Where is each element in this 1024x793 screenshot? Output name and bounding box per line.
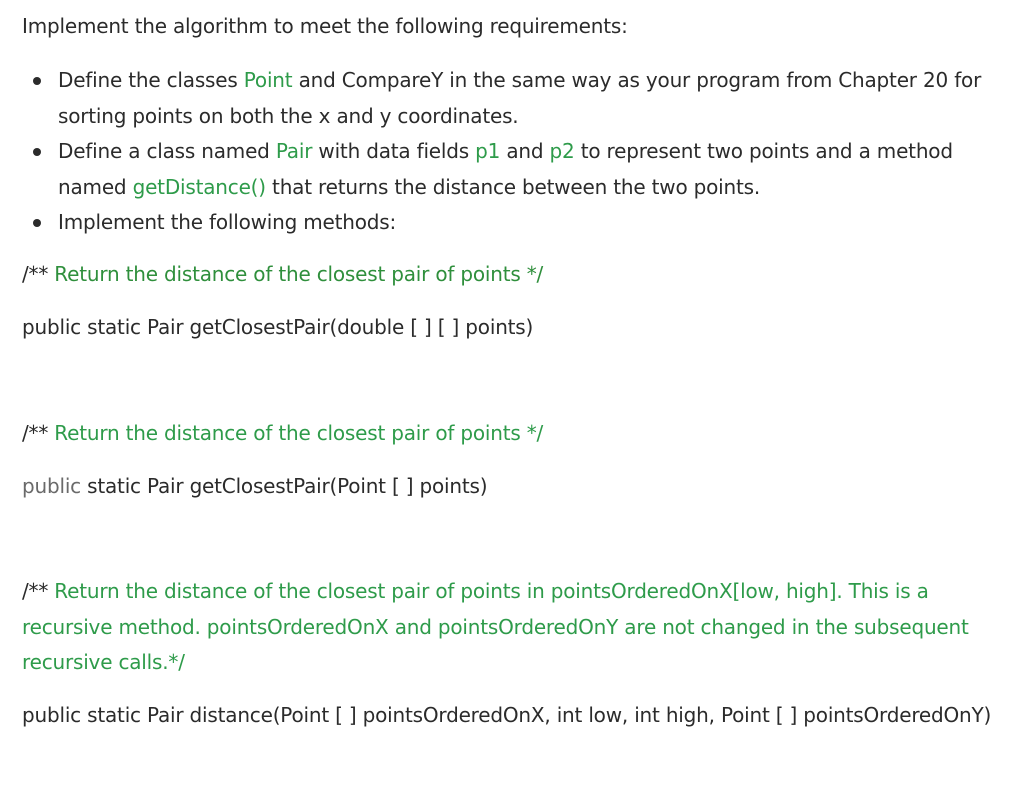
requirements-list bbox=[22, 63, 1022, 241]
intro-heading: Implement the algorithm to meet the following requirements: bbox=[22, 14, 628, 38]
bullet2-text-pre: Define a class named bbox=[58, 139, 276, 163]
comment-closest-pair-1 bbox=[22, 260, 543, 288]
comment-text: Return the distance of the closest pair of points in pointsOrderedOnX[low, high]. This is a recursive method. pointsOrderedOnX and pointsOrderedOnY are not changed in the subsequent recursive calls.*/ bbox=[22, 579, 969, 674]
keyword-public: public bbox=[22, 474, 81, 498]
bullet2-text-and: and bbox=[500, 139, 550, 163]
method-getdistance-ref: getDistance() bbox=[132, 174, 266, 199]
comment-recursive-distance bbox=[22, 574, 1017, 681]
bullet1-text-pre: Define the classes bbox=[58, 68, 244, 92]
list-item bbox=[22, 63, 1022, 134]
signature-distance: public static Pair distance(Point [ ] pointsOrderedOnX, int low, int high, Point [ ] pointsOrderedOnY) bbox=[22, 703, 992, 727]
class-point-ref: Point bbox=[243, 68, 293, 92]
comment-closest-pair-2 bbox=[22, 419, 543, 447]
signature-rest: static Pair getClosestPair(Point [ ] points) bbox=[80, 474, 488, 498]
comment-prefix: /** bbox=[22, 262, 49, 286]
comment-prefix: /** bbox=[22, 421, 49, 445]
comment-prefix: /** bbox=[22, 579, 49, 603]
class-pair-ref: Pair bbox=[275, 139, 313, 163]
signature-getclosestpair-point bbox=[22, 472, 487, 500]
comment-text: Return the distance of the closest pair of points */ bbox=[48, 262, 544, 286]
list-item bbox=[22, 205, 1022, 241]
signature-getclosestpair-double: public static Pair getClosestPair(double [ ] [ ] points) bbox=[22, 315, 534, 339]
bullet2-text-mid1: with data fields bbox=[312, 139, 476, 163]
field-p2-ref: p2 bbox=[549, 139, 575, 163]
comment-text: Return the distance of the closest pair of points */ bbox=[48, 421, 544, 445]
field-p1-ref: p1 bbox=[475, 139, 501, 163]
list-item bbox=[22, 134, 1022, 205]
bullet1-text-mid: and CompareY in the same way as your program from Chapter 20 for sorting points on both the x and y coordinates. bbox=[58, 68, 982, 128]
bullet2-text-post: that returns the distance between the two points. bbox=[265, 174, 761, 199]
bullet2-text-mid2: to represent two points and a method named bbox=[58, 139, 953, 199]
bullet3-text: Implement the following methods: bbox=[58, 210, 397, 234]
